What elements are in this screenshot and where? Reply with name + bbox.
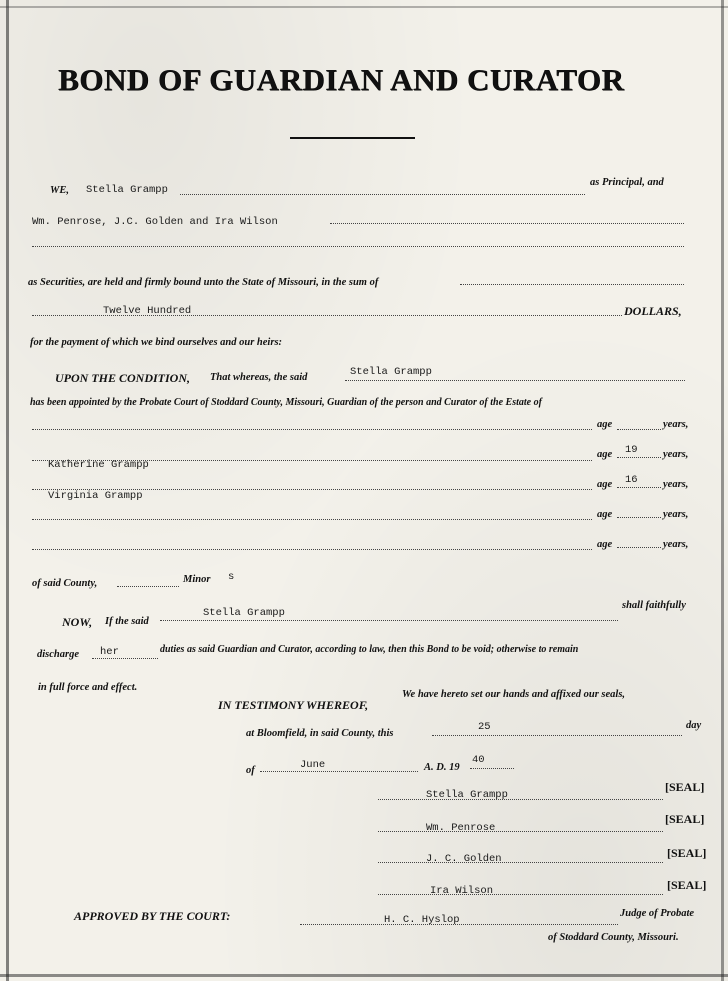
dollars-label: DOLLARS, bbox=[624, 304, 682, 318]
age-label: age bbox=[597, 479, 613, 490]
age-line bbox=[617, 487, 661, 488]
securities-names: Wm. Penrose, J.C. Golden and Ira Wilson bbox=[32, 216, 278, 228]
securities-clause: as Securities, are held and firmly bound unto the State of Missouri, in the sum of bbox=[28, 277, 379, 288]
now-line bbox=[160, 620, 618, 621]
ward-name: Katherine Grampp bbox=[48, 459, 149, 471]
judge-county: of Stoddard County, Missouri. bbox=[548, 932, 679, 943]
signature: Ira Wilson bbox=[430, 885, 494, 897]
signature-line bbox=[378, 799, 663, 800]
signature-line bbox=[378, 894, 663, 895]
condition-name: Stella Grampp bbox=[350, 366, 432, 378]
signature: J. C. Golden bbox=[426, 853, 502, 865]
minor-suffix: s bbox=[228, 571, 235, 583]
years-label: years, bbox=[663, 419, 689, 430]
approved-label: APPROVED BY THE COURT: bbox=[74, 909, 231, 923]
discharge-label: discharge bbox=[37, 649, 79, 660]
ward-age: 19 bbox=[625, 444, 638, 456]
as-principal-label: as Principal, and bbox=[590, 177, 664, 188]
day-number: 25 bbox=[478, 721, 491, 733]
condition-line bbox=[345, 380, 685, 381]
pronoun-line bbox=[92, 658, 158, 659]
ward-line bbox=[32, 549, 592, 550]
age-line bbox=[617, 517, 661, 518]
age-label: age bbox=[597, 449, 613, 460]
ward-line bbox=[32, 429, 592, 430]
principal-line bbox=[180, 194, 585, 195]
appointed-text: has been appointed by the Probate Court of Stoddard County, Missouri, Guardian of the person and Curator of the Estate of bbox=[30, 397, 542, 408]
age-line bbox=[617, 429, 661, 430]
county-label: of said County, bbox=[32, 578, 98, 589]
sum-line-b bbox=[32, 315, 622, 316]
signature-line bbox=[378, 862, 663, 863]
year-line bbox=[470, 768, 514, 769]
of-label: of bbox=[246, 765, 255, 776]
judge-title: Judge of Probate bbox=[620, 908, 695, 919]
minor-label: Minor bbox=[183, 574, 211, 585]
years-label: years, bbox=[663, 479, 689, 490]
age-line bbox=[617, 547, 661, 548]
condition-text: That whereas, the said bbox=[210, 372, 308, 383]
scan-edge-bottom bbox=[0, 974, 728, 977]
testimony-text: We have hereto set our hands and affixed our seals, bbox=[402, 689, 626, 700]
county-line bbox=[117, 586, 179, 587]
now-lead: NOW, bbox=[62, 615, 93, 629]
month-line bbox=[260, 771, 418, 772]
scan-edge-right bbox=[721, 0, 724, 981]
age-label: age bbox=[597, 539, 613, 550]
principal-name: Stella Grampp bbox=[86, 184, 168, 196]
we-prefix: WE, bbox=[50, 185, 69, 196]
signature-line bbox=[378, 831, 663, 832]
ward-line bbox=[32, 519, 592, 520]
ward-name: Virginia Grampp bbox=[48, 490, 143, 502]
years-label: years, bbox=[663, 449, 689, 460]
condition-lead: UPON THE CONDITION, bbox=[55, 371, 190, 385]
now-name: Stella Grampp bbox=[203, 607, 285, 619]
testimony-lead: IN TESTIMONY WHEREOF, bbox=[218, 698, 369, 712]
seal-label: [SEAL] bbox=[665, 780, 705, 794]
month: June bbox=[300, 759, 326, 771]
day-label: day bbox=[686, 720, 702, 731]
discharge-pronoun: her bbox=[100, 646, 119, 658]
place-text: at Bloomfield, in said County, this bbox=[246, 728, 394, 739]
shall-faithfully: shall faithfully bbox=[622, 600, 686, 611]
age-label: age bbox=[597, 419, 613, 430]
sum-line-a bbox=[460, 284, 684, 285]
age-line bbox=[617, 457, 661, 458]
ad-label: A. D. 19 bbox=[424, 762, 460, 773]
duties-text: duties as said Guardian and Curator, according to law, then this Bond to be void; otherwise to remain bbox=[160, 644, 579, 655]
document-title: BOND OF GUARDIAN AND CURATOR bbox=[58, 62, 625, 97]
securities-line bbox=[330, 223, 684, 224]
scan-edge-left bbox=[6, 0, 9, 981]
years-label: years, bbox=[663, 539, 689, 550]
sum-words: Twelve Hundred bbox=[103, 305, 192, 317]
seal-label: [SEAL] bbox=[667, 846, 707, 860]
signature: Stella Grampp bbox=[426, 789, 508, 801]
judge-line bbox=[300, 924, 618, 925]
seal-label: [SEAL] bbox=[665, 812, 705, 826]
now-text: If the said bbox=[105, 616, 149, 627]
year-suffix: 40 bbox=[472, 754, 485, 766]
age-label: age bbox=[597, 509, 613, 520]
scan-edge-top bbox=[0, 6, 728, 8]
full-force: in full force and effect. bbox=[38, 682, 138, 693]
day-line bbox=[432, 735, 682, 736]
title-rule bbox=[290, 137, 415, 139]
payment-clause: for the payment of which we bind ourselves and our heirs: bbox=[30, 337, 283, 348]
years-label: years, bbox=[663, 509, 689, 520]
seal-label: [SEAL] bbox=[667, 878, 707, 892]
signature: Wm. Penrose bbox=[426, 822, 496, 834]
judge-name: H. C. Hyslop bbox=[384, 914, 460, 926]
blank-line-1 bbox=[32, 246, 684, 247]
ward-age: 16 bbox=[625, 474, 638, 486]
